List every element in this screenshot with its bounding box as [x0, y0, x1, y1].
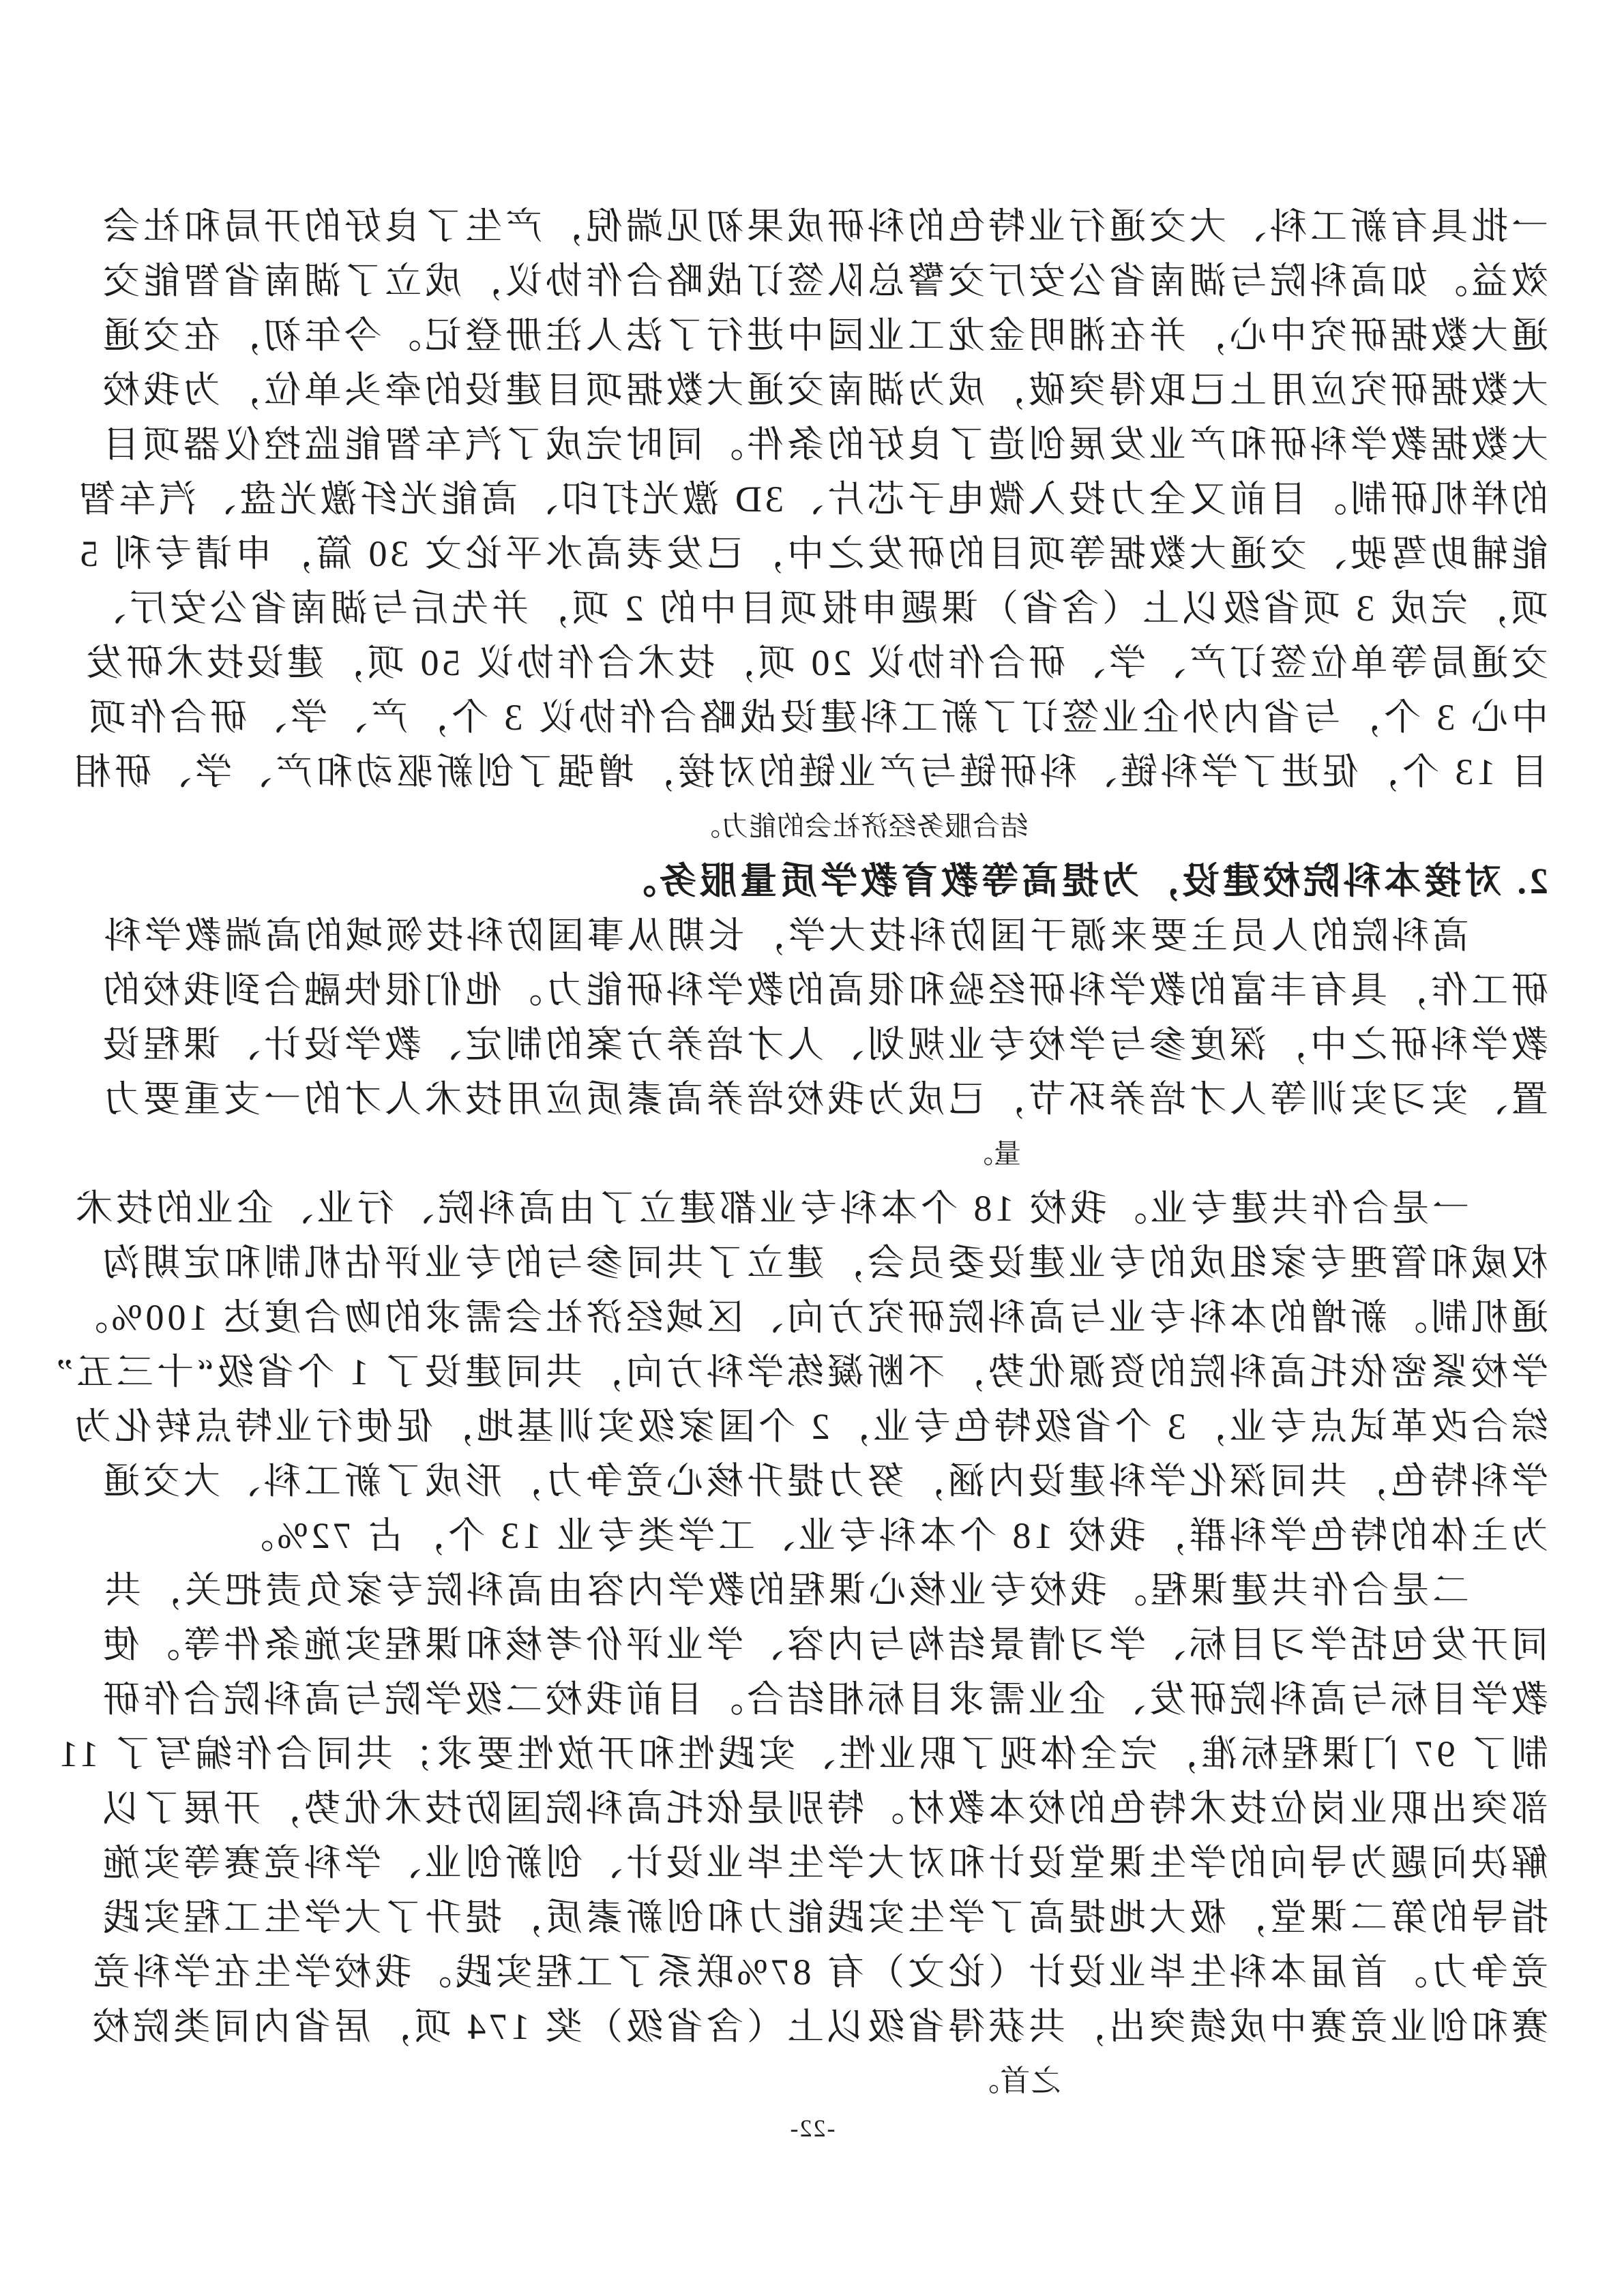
text-line: 研工作，具有丰富的教学科研经验和很高的教学科研能力。他们很快融合到我校的: [100, 970, 1548, 1011]
text-line: 学科特色，共同深化学科建设内涵，努力提升核心竞争力，形成了新工科、大交通: [100, 1461, 1548, 1502]
text-line: 学校紧密依托高科院的资源优势，不断凝练学科方向，共同建设了 1 个省级“十三五”: [53, 1352, 1548, 1392]
text-line: 竞争力。首届本科生毕业设计（论文）有 87%联系了工程实践。我校学生在学科竞: [89, 1952, 1548, 1993]
text-line: 目 13 个，促进了学科链、科研链与产业链的对接，增强了创新驱动和产、学、研相: [71, 751, 1548, 792]
text-line: 为主体的特色学科群，我校 18 个本科专业、工学类专业 13 个，占 72%。: [233, 1515, 1548, 1556]
text-line: 大数据研究应用上已取得突破，成为湖南交通大数据项目建设的牵头单位，为我校: [100, 370, 1548, 411]
text-line: 部突出职业岗位技术特色的校本教材。特别是依托高科院国防技术优势，开展了以: [100, 1788, 1548, 1829]
text-line: 一是合作共建专业。我校 18 个本科专业都建立了由高科院、行业、企业的技术: [72, 1188, 1469, 1229]
text-line: 结合服务经济社会的能力。: [692, 811, 1028, 841]
text-line: 量。: [965, 1138, 1021, 1169]
text-line: 权威和管理专家组成的专业建设委员会，建立了共同参与的专业评估机制和定期沟: [100, 1242, 1548, 1283]
section-heading: 2. 对接本科院校建设，为提高等教育教学质量服务。: [616, 861, 1548, 901]
text-line: 制了 97 门课程标准，完全体现了职业性、实践性和开放性要求；共同合作编写了 11: [56, 1733, 1548, 1774]
text-line: 教学目标与高科院研发、企业需求目标相结合。目前我校二级学院与高科院合作研: [100, 1679, 1548, 1720]
text-line: 解决问题为导向的学生课堂设计和对大学生毕业设计、创新创业、学科竞赛等实施: [100, 1843, 1548, 1883]
text-line: 之首。: [969, 2064, 1061, 2098]
text-line: 交通局等单位签订产、学、研合作协议 20 项，技术合作协议 50 项，建设技术研发: [83, 642, 1548, 683]
text-line: 赛和创业竞赛中成绩突出，共获得省级以上（含省级）奖 174 项，居省内同类院校: [89, 2006, 1548, 2047]
text-line: 通大数据研究中心，并在湘明金龙工业园中进行了法人注册登记。今年初，在交通: [100, 315, 1548, 356]
text-line: 同开发包括学习目标、学习情景结构与内容、学业评价考核和课程实施条件等。使: [100, 1624, 1548, 1665]
text-line: 指导的第二课堂，极大地提高了学生实践能力和创新素质，提升了大学生工程实践: [100, 1897, 1548, 1938]
text-line: 教学科研之中，深度参与学校专业规划、人才培养方案的制定、教学设计、课程设: [100, 1024, 1548, 1065]
text-line: 中心 3 个，与省内外企业签订了新工科建设战略合作协议 3 个，产、学、研合作项: [86, 697, 1548, 738]
text-line: 高科院的人员主要来源于国防科技大学，长期从事国防科技领域的高端教学科: [101, 915, 1469, 956]
text-line: 置、实习实训等人才培养环节，已成为我校培养高素质应用技术人才的一支重要力: [100, 1079, 1548, 1120]
text-line: 大数据教学科研和产业发展创造了良好的条件。同时完成了汽车智能监控仪器项目: [100, 424, 1548, 465]
text-line: 一批具有新工科、大交通行业特色的科研成果初见端倪，产生了良好的开局和社会: [100, 206, 1548, 247]
text-line: 二是合作共建课程。我校专业核心课程的教学内容由高科院专家负责把关，共: [101, 1570, 1469, 1611]
text-line: 效益。如高科院与湖南省公安厅交警总队签订战略合作协议，成立了湖南省智能交: [100, 260, 1548, 301]
text-line: 项，完成 3 项省级以上（含省）课题申报项目中的 2 项，并先后与湖南省公安厅、: [86, 588, 1548, 629]
text-line: 综合改革试点专业，3 个省级特色专业，2 个国家级实训基地，促使行业特点转化为: [71, 1406, 1548, 1447]
text-line: 的样机研制。目前又全力投入微电子芯片、3D 激光打印、高能光纤激光盘、汽车智: [75, 479, 1548, 520]
page-number: -22-: [788, 2115, 836, 2142]
text-line: 能辅助驾驶、交通大数据等项目的研发之中，已发表高水平论文 30 篇，申请专利 5: [76, 533, 1548, 574]
text-line: 通机制。新增的本科专业与高科院研究方向、区域经济社会需求的吻合度达 100%。: [68, 1297, 1548, 1338]
